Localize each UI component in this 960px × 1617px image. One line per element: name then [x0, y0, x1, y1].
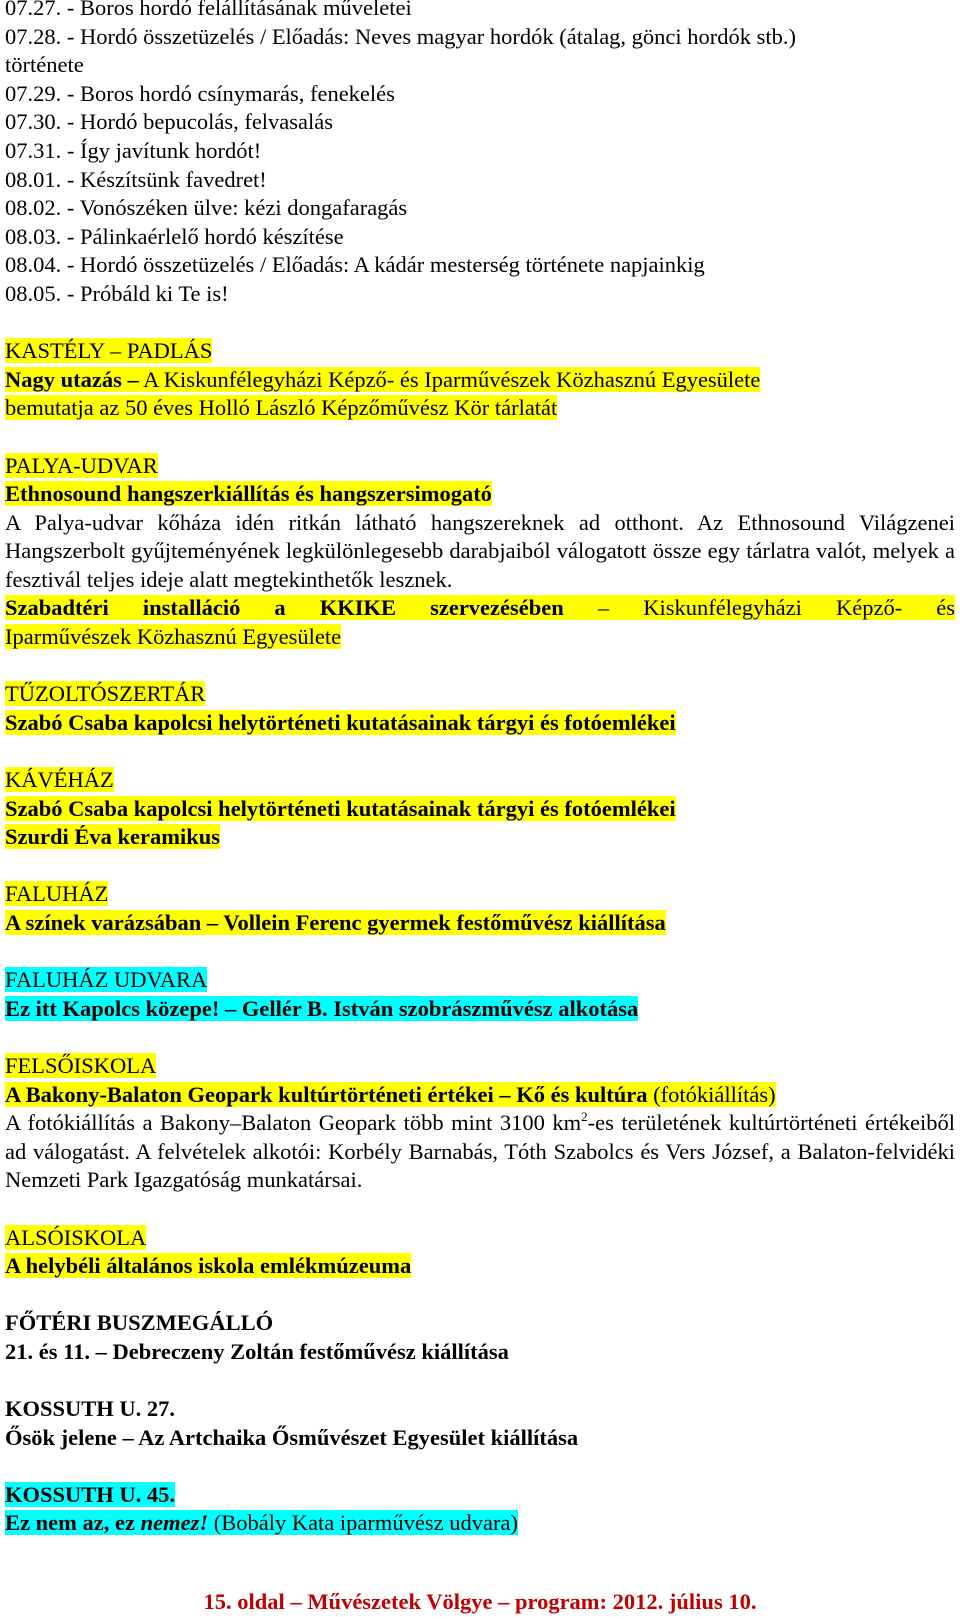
- exhibit-title: A helybéli általános iskola emlékmúzeuma: [5, 1253, 412, 1279]
- exhibit-title: 21. és 11. – Debreczeny Zoltán festőművész kiállítása: [5, 1338, 509, 1364]
- exhibit-title: Nagy utazás –: [5, 366, 139, 392]
- paragraph-text: A fotókiállítás a Bakony–Balaton Geopark több mint 3100 km: [5, 1110, 582, 1136]
- exhibit-title: A Bakony-Balaton Geopark kultúrtörténeti értékei – Kő és kultúra: [5, 1081, 648, 1107]
- schedule-item-continued: története: [5, 52, 84, 78]
- section-heading: KOSSUTH U. 27.: [5, 1396, 176, 1422]
- exhibit-title: Szabó Csaba kapolcsi helytörténeti kutatásainak tárgyi és fotóemlékei: [5, 709, 676, 735]
- section-kavehaz: [5, 766, 955, 852]
- section-kastely: [5, 337, 955, 423]
- schedule-item: 07.28. - Hordó összetüzelés / Előadás: Neves magyar hordók (átalag, gönci hordók stb.): [5, 23, 797, 49]
- section-heading: KASTÉLY – PADLÁS: [5, 338, 213, 364]
- installation-organizer: – Kiskunfélegyházi Képző- és: [563, 595, 956, 621]
- section-faluhaz: [5, 880, 955, 937]
- exhibit-title: Szurdi Éva keramikus: [5, 824, 221, 850]
- exhibit-title: Ez itt Kapolcs közepe! – Gellér B. István szobrászművész alkotása: [5, 995, 639, 1021]
- exhibit-title: A színek varázsában – Vollein Ferenc gyermek festőművész kiállítása: [5, 910, 666, 935]
- section-alsoiskola: [5, 1224, 955, 1281]
- schedule-item: 08.04. - Hordó összetüzelés / Előadás: A kádár mesterség története napjainkig: [5, 252, 705, 278]
- exhibit-title-italic: nemez!: [140, 1510, 209, 1536]
- exhibit-title: Ethnosound hangszerkiállítás és hangszersimogató: [5, 481, 492, 507]
- exhibit-title: Ez nem az, ez: [5, 1510, 141, 1536]
- section-heading: FALUHÁZ: [5, 881, 109, 907]
- section-heading: TŰZOLTÓSZERTÁR: [5, 681, 206, 707]
- exhibit-paragraph: [5, 1109, 955, 1195]
- exhibit-title: Szabó Csaba kapolcsi helytörténeti kutatásainak tárgyi és fotóemlékei: [5, 795, 676, 821]
- section-felsoiskola: [5, 1052, 955, 1195]
- exhibit-note: (Bobály Kata iparművész udvara): [208, 1510, 518, 1536]
- exhibit-description: bemutatja az 50 éves Holló László Képzőművész Kör tárlatát: [5, 395, 558, 421]
- schedule-item: 08.01. - Készítsünk favedret!: [5, 166, 267, 192]
- page-footer: 15. oldal – Művészetek Völgye – program: 2012. július 10.: [203, 1589, 757, 1614]
- section-kossuth-45: [5, 1481, 955, 1538]
- section-foteri-buszmegallo: [5, 1309, 955, 1366]
- superscript: 2: [581, 1109, 588, 1125]
- section-tuzoltoszertar: [5, 680, 955, 737]
- schedule-item: 07.27. - Boros hordó felállításának műveletei: [5, 0, 412, 20]
- section-heading: KOSSUTH U. 45.: [5, 1481, 176, 1507]
- section-heading: PALYA-UDVAR: [5, 452, 158, 478]
- schedule-item: 08.03. - Pálinkaérlelő hordó készítése: [5, 223, 344, 249]
- page-content: [5, 0, 955, 1538]
- schedule-item: 07.31. - Így javítunk hordót!: [5, 137, 262, 163]
- paragraph-text: -es területének kultúrtörténeti értékeiből ad válogatást. A felvételek alkotói: Korbély Barnabás, Tóth Szabolcs és Vers József, a Balaton-felvidéki Nemzeti Park Igazgatóság munkatársai.: [5, 1110, 955, 1193]
- section-kossuth-27: [5, 1395, 955, 1452]
- installation-organizer-continued: Iparművészek Közhasznú Egyesülete: [5, 624, 342, 650]
- schedule-item: 08.05. - Próbáld ki Te is!: [5, 280, 229, 306]
- exhibit-type: (fotókiállítás): [647, 1081, 776, 1107]
- exhibit-paragraph: A Palya-udvar kőháza idén ritkán látható hangszereknek ad otthont. Az Ethnosound Világzenei Hangszerbolt gyűjteményének legkülönlegesebb darabjaiból válogatott össze egy tárlatra valót, melyek a fesztivál teljes ideje alatt megtekinthetők lesznek.: [5, 509, 955, 592]
- installation-title: Szabadtéri installáció a KKIKE szervezésében: [5, 595, 564, 621]
- schedule-list: [5, 0, 955, 309]
- section-heading: FŐTÉRI BUSZMEGÁLLÓ: [5, 1310, 274, 1336]
- section-heading: ALSÓISKOLA: [5, 1224, 147, 1250]
- section-faluhaz-udvara: [5, 966, 955, 1023]
- schedule-item: 08.02. - Vonószéken ülve: kézi dongafaragás: [5, 195, 408, 221]
- schedule-item: 07.30. - Hordó bepucolás, felvasalás: [5, 109, 334, 135]
- section-heading: FALUHÁZ UDVARA: [5, 967, 208, 993]
- section-heading: FELSŐISKOLA: [5, 1052, 157, 1078]
- section-heading: KÁVÉHÁZ: [5, 767, 114, 793]
- section-palya-udvar: [5, 452, 955, 652]
- exhibit-description: A Kiskunfélegyházi Képző- és Iparművészek Közhasznú Egyesülete: [138, 366, 761, 392]
- exhibit-title: Ősök jelene – Az Artchaika Ősművészet Egyesület kiállítása: [5, 1424, 579, 1450]
- schedule-item: 07.29. - Boros hordó csínymarás, fenekelés: [5, 80, 395, 106]
